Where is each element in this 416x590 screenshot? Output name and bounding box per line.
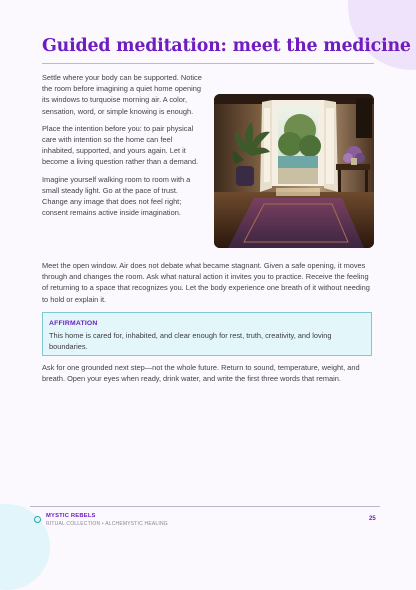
paragraph-open-window-block xyxy=(42,260,374,305)
paragraph-open-window: Meet the open window. Air does not debate what became stagnant. Given a safe opening, it moves through and changes the room. Ask what natural action it invites you to practice. Receive the feeling of returning to a space that recognizes you. Let the body experience one breath of it without needing to hold or explain it. xyxy=(42,261,370,304)
footer-divider xyxy=(30,506,380,507)
footer-brand: MYSTIC REBELS xyxy=(46,513,96,519)
decorative-circle-top-right xyxy=(348,0,416,70)
body-column xyxy=(42,72,202,218)
footer-circle-icon xyxy=(34,516,41,523)
closing-block xyxy=(42,362,374,384)
paragraph-closing: Ask for one grounded next step—not the whole future. Return to sound, temperature, weight, and breath. Open your eyes when ready, drink water, and write the first three words that remain. xyxy=(42,363,360,384)
paragraph-settle: Settle where your body can be supported. Notice the room before imagining a quiet home opening its windows to turquoise morning air. A color, sensation, word, or simple knowing is enough. xyxy=(42,73,202,116)
page-number: 25 xyxy=(369,516,376,522)
title-divider xyxy=(42,63,374,64)
open-window-room-photo xyxy=(214,94,374,248)
affirmation-label: AFFIRMATION xyxy=(49,320,98,327)
affirmation-text: This home is cared for, inhabited, and clear enough for rest, truth, creativity, and loving boundaries. xyxy=(49,331,332,352)
footer-subtitle: RITUAL COLLECTION • ALCHEMYSTIC HEALING xyxy=(46,521,168,527)
affirmation-callout xyxy=(42,312,372,356)
decorative-circle-bottom-left xyxy=(0,504,50,590)
page-title: Guided meditation: meet the medicine xyxy=(42,36,411,56)
paragraph-walking: Imagine yourself walking room to room with a small steady light. Go at the pace of trust. Change any image that does not feel right; consent remains active inside imagination. xyxy=(42,174,191,218)
paragraph-intention: Place the intention before you: to pair physical care with intention so the home can feel inhabited, supported, and yours again. Let it become a living question rather than a demand. xyxy=(42,123,199,167)
